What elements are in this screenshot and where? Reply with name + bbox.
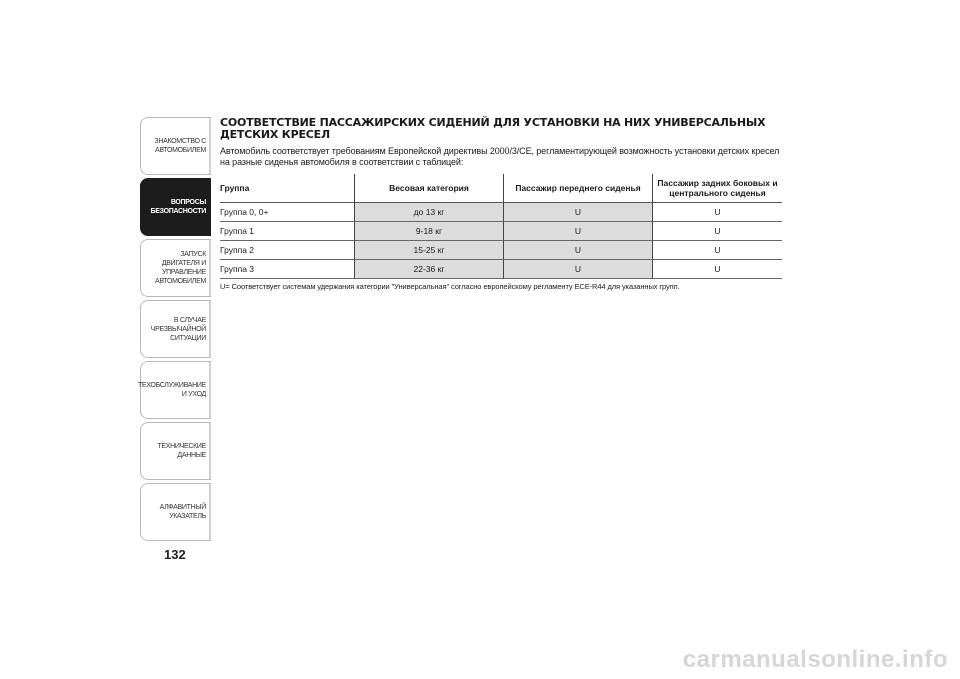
main-content — [220, 117, 782, 292]
cell-front: U — [503, 241, 652, 260]
cell-rear: U — [652, 260, 782, 279]
table-row — [220, 203, 782, 222]
tab-emergency[interactable]: В СЛУЧАЕ ЧРЕЗВЫЧАЙНОЙ СИТУАЦИИ — [140, 300, 211, 358]
page-number: 132 — [164, 547, 186, 562]
cell-group: Группа 0, 0+ — [220, 203, 354, 222]
cell-weight: 15-25 кг — [354, 241, 503, 260]
cell-group: Группа 1 — [220, 222, 354, 241]
tab-vehicle-intro[interactable]: ЗНАКОМСТВО С АВТОМОБИЛЕМ — [140, 117, 211, 175]
header-group: Группа — [220, 174, 354, 203]
child-seat-table — [220, 174, 782, 279]
cell-weight: 22-36 кг — [354, 260, 503, 279]
cell-rear: U — [652, 203, 782, 222]
table-header-row — [220, 174, 782, 203]
cell-weight: 9-18 кг — [354, 222, 503, 241]
tab-starting-driving[interactable]: ЗАПУСК ДВИГАТЕЛЯ И УПРАВЛЕНИЕ АВТОМОБИЛЕМ — [140, 239, 211, 297]
header-weight: Весовая категория — [354, 174, 503, 203]
cell-front: U — [503, 203, 652, 222]
intro-paragraph: Автомобиль соответствует требованиям Европейской директивы 2000/3/CE, регламентирующей возможность установки детских кресел на разные сиденья автомобиля в соответствии с таблицей: — [220, 146, 780, 167]
tab-safety[interactable]: ВОПРОСЫ БЕЗОПАСНОСТИ — [140, 178, 211, 236]
table-row — [220, 222, 782, 241]
cell-front: U — [503, 222, 652, 241]
table-footnote: U= Соответствует системам удержания категории "Универсальная" согласно европейскому регламенту ECE-R44 для указанных групп. — [220, 282, 680, 291]
section-heading: СООТВЕТСТВИЕ ПАССАЖИРСКИХ СИДЕНИЙ ДЛЯ УСТАНОВКИ НА НИХ УНИВЕРСАЛЬНЫХ ДЕТСКИХ КРЕСЕЛ — [220, 116, 766, 141]
tab-index[interactable]: АЛФАВИТНЫЙ УКАЗАТЕЛЬ — [140, 483, 211, 541]
header-rear-seats: Пассажир задних боковых и центрального сиденья — [652, 174, 782, 203]
header-front-seat: Пассажир переднего сиденья — [503, 174, 652, 203]
tab-maintenance[interactable]: ТЕХОБСЛУЖИВАНИЕ И УХОД — [140, 361, 211, 419]
table-row — [220, 241, 782, 260]
cell-front: U — [503, 260, 652, 279]
cell-weight: до 13 кг — [354, 203, 503, 222]
cell-rear: U — [652, 222, 782, 241]
watermark-text: carmanualsonline.info — [682, 646, 948, 673]
cell-rear: U — [652, 241, 782, 260]
table-row — [220, 260, 782, 279]
tab-technical-data[interactable]: ТЕХНИЧЕСКИЕ ДАННЫЕ — [140, 422, 211, 480]
cell-group: Группа 3 — [220, 260, 354, 279]
cell-group: Группа 2 — [220, 241, 354, 260]
